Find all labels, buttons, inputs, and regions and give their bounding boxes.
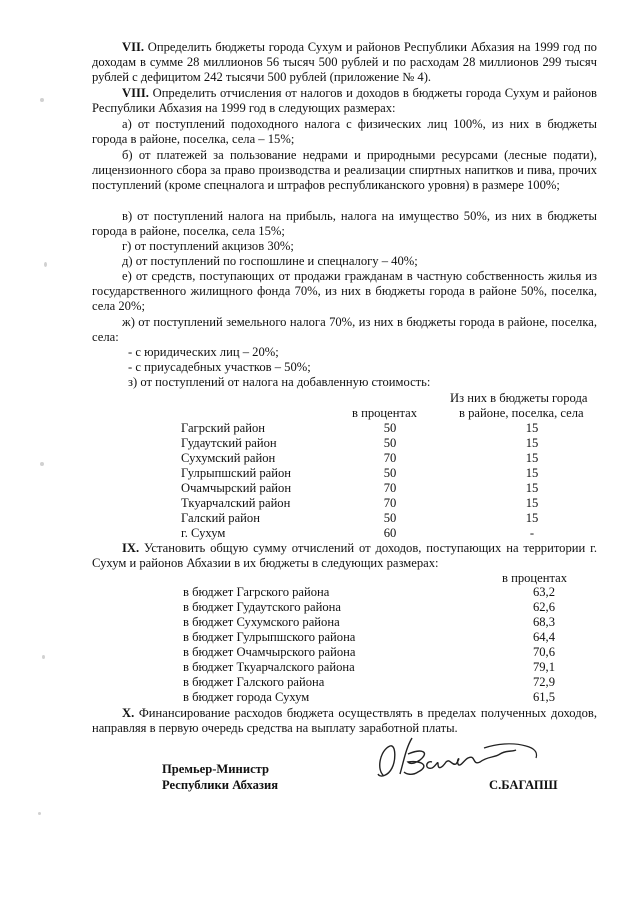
section-7-number: VII.: [122, 40, 145, 54]
allocation-row-value: 61,5: [532, 690, 555, 704]
vat-row-local: 15: [525, 451, 539, 465]
clause-zh: ж) от поступлений земельного налога 70%, из них в бюджеты города в районе, поселка, села:: [92, 315, 597, 345]
clause-zh-household: - с приусадебных участков – 50%;: [128, 360, 311, 374]
clause-zh-legal: - с юридических лиц – 20%;: [128, 345, 279, 359]
vat-row-name: Гулрыпшский район: [181, 466, 292, 480]
vat-row-pct: 70: [383, 496, 397, 510]
allocation-row-name: в бюджет Гулрыпшского района: [183, 630, 356, 644]
vat-row-pct: 50: [383, 436, 397, 450]
clause-d: д) от поступлений по госпошлине и спецналогу – 40%;: [122, 254, 418, 268]
vat-row-name: Очамчырский район: [181, 481, 292, 495]
section-7-text: Определить бюджеты города Сухум и районов Республики Абхазия на 1999 год по доходам в сумме 28 миллионов 56 тысяч 500 рублей и по расходам 28 миллионов 299 тысяч рублей с дефицитом 242 тысячи 500 рублей (приложение № 4).: [92, 40, 597, 85]
vat-row-name: Гудаутский район: [181, 436, 277, 450]
allocation-row-name: в бюджет Гудаутского района: [183, 600, 341, 614]
scan-artifact: [40, 462, 44, 466]
vat-row-name: Ткуарчалский район: [181, 496, 291, 510]
vat-row-name: Гагрский район: [181, 421, 266, 435]
vat-row-pct: 70: [383, 451, 397, 465]
vat-row-name: Сухумский район: [181, 451, 276, 465]
signatory-name: С.БАГАПШ: [489, 778, 558, 792]
clause-v: в) от поступлений налога на прибыль, налога на имущество 50%, из них в бюджеты города в районе, поселка, села 15%;: [92, 209, 597, 239]
scan-artifact: [40, 98, 44, 102]
section-9-text: Установить общую сумму отчислений от доходов, поступающих на территории г. Сухум и районов Абхазии в их бюджеты в следующих размерах:: [92, 541, 597, 571]
allocation-row-value: 62,6: [532, 600, 555, 614]
clause-a: а) от поступлений подоходного налога с физических лиц 100%, из них в бюджеты города в районе, поселка, села – 15%;: [92, 117, 597, 147]
allocation-row-name: в бюджет Ткуарчалского района: [183, 660, 355, 674]
vat-col2-header-line1: Из них в бюджеты города: [450, 391, 588, 405]
vat-row-local: 15: [525, 466, 539, 480]
vat-row-pct: 50: [383, 466, 397, 480]
allocation-row-value: 79,1: [532, 660, 555, 674]
handwritten-signature: [366, 730, 566, 790]
vat-row-pct: 50: [383, 511, 397, 525]
section-7-paragraph: [92, 40, 597, 86]
allocation-row-value: 70,6: [532, 645, 555, 659]
section-9-number: IX.: [122, 541, 140, 555]
vat-row-name: г. Сухум: [181, 526, 226, 540]
clause-g: г) от поступлений акцизов 30%;: [122, 239, 294, 253]
vat-col1-header: в процентах: [352, 406, 418, 420]
vat-row-local: 15: [525, 511, 539, 525]
section-8-intro: Определить отчисления от налогов и доходов в бюджеты города Сухум и районов Республики Абхазия на 1999 год в следующих размерах:: [92, 86, 598, 116]
vat-row-name: Галский район: [181, 511, 260, 525]
signatory-title-line1: Премьер-Министр: [162, 762, 270, 776]
section-9-paragraph: [92, 541, 597, 571]
vat-row-local: -: [529, 526, 535, 540]
allocation-row-name: в бюджет Галского района: [183, 675, 325, 689]
vat-row-pct: 50: [383, 421, 397, 435]
allocation-row-name: в бюджет Гагрского района: [183, 585, 330, 599]
allocation-row-name: в бюджет Сухумского района: [183, 615, 340, 629]
clause-e: е) от средств, поступающих от продажи гражданам в частную собственность жилья из государственного жилищного фонда 70%, из них в бюджеты города в районе 50%, поселка, села 20%;: [92, 269, 597, 314]
allocation-row-name: в бюджет Очамчырского района: [183, 645, 356, 659]
scan-artifact: [44, 262, 47, 267]
vat-row-pct: 60: [383, 526, 397, 540]
allocation-row-value: 68,3: [532, 615, 555, 629]
section-10-number: X.: [122, 706, 135, 720]
vat-row-local: 15: [525, 436, 539, 450]
section-8-number: VIII.: [122, 86, 149, 100]
allocation-row-value: 63,2: [532, 585, 555, 599]
vat-row-local: 15: [525, 496, 539, 510]
vat-col2-header-line2: в районе, поселка, села: [459, 406, 584, 420]
clause-b: б) от платежей за пользование недрами и природными ресурсами (лесные подати), лицензионного сбора за право производства и реализации спиртных напитков и пива, прочих поступлений (кроме спецналога и штрафов республиканского уровня) в размере 100%;: [92, 148, 597, 193]
clause-z: з) от поступлений от налога на добавленную стоимость:: [128, 375, 431, 389]
scan-artifact: [38, 812, 41, 815]
vat-row-local: 15: [525, 421, 539, 435]
scan-artifact: [42, 655, 45, 659]
section-8-paragraph: [92, 86, 597, 116]
vat-row-local: 15: [525, 481, 539, 495]
allocation-col-header: в процентах: [502, 571, 568, 585]
allocation-row-name: в бюджет города Сухум: [183, 690, 310, 704]
allocation-row-value: 72,9: [532, 675, 555, 689]
allocation-row-value: 64,4: [532, 630, 555, 644]
vat-row-pct: 70: [383, 481, 397, 495]
section-10-text: Финансирование расходов бюджета осуществлять в пределах полученных доходов, направляя в первую очередь средства на выплату заработной платы.: [92, 706, 597, 736]
signatory-title-line2: Республики Абхазия: [162, 778, 279, 792]
